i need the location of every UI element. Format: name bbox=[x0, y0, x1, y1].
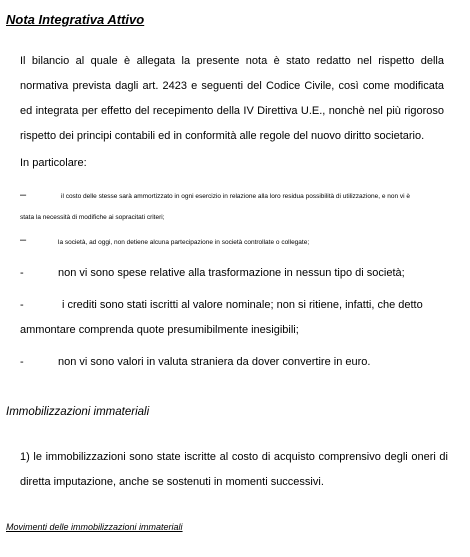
list-item-text: i crediti sono stati iscritti al valore nominale; non si ritiene, infatti, che detto bbox=[62, 299, 423, 311]
list-item-text: stata la necessità di modifiche ai sopracitati criteri; bbox=[20, 214, 165, 221]
section-paragraph: 1) le immobilizzazioni sono state iscritte al costo di acquisto comprensivo degli oneri di diretta imputazione, anche se sostenuti in momenti successivi. bbox=[20, 451, 448, 488]
subheading: Movimenti delle immobilizzazioni immateriali bbox=[6, 522, 183, 532]
list-item-dash: - bbox=[20, 356, 24, 368]
page-title: Nota Integrativa Attivo bbox=[6, 12, 145, 27]
section-title: Immobilizzazioni immateriali bbox=[6, 406, 150, 418]
list-item-text: ammontare comprenda quote presumibilmente inesigibili; bbox=[20, 324, 299, 336]
list-item-text: non vi sono valori in valuta straniera da dover convertire in euro. bbox=[58, 356, 371, 368]
list-item-text: non vi sono spese relative alla trasformazione in nessun tipo di società; bbox=[58, 267, 405, 279]
intro-paragraph: Il bilancio al quale è allegata la presente nota è stato redatto nel rispetto della normativa prevista dagli art. 2423 e seguenti del Codice Civile, così come modificata ed integrata per effetto del recepimento della IV Direttiva U.E., nonchè nel più rigoroso rispetto dei principi contabili ed in conformità alle regole del nuovo diritto societario. bbox=[20, 55, 444, 142]
list-item-text: la società, ad oggi, non detiene alcuna partecipazione in società controllate o collegate; bbox=[58, 239, 310, 246]
list-item-dash: – bbox=[20, 189, 27, 201]
list-item-dash: - bbox=[20, 299, 24, 311]
in-particolare-label: In particolare: bbox=[20, 157, 87, 169]
list-item-text: il costo delle stesse sarà ammortizzato in ogni esercizio in relazione alla loro residua possibilità di utilizzazione, e non vi è bbox=[61, 193, 411, 200]
list-item-dash: – bbox=[20, 234, 27, 246]
list-item-dash: - bbox=[20, 267, 24, 279]
